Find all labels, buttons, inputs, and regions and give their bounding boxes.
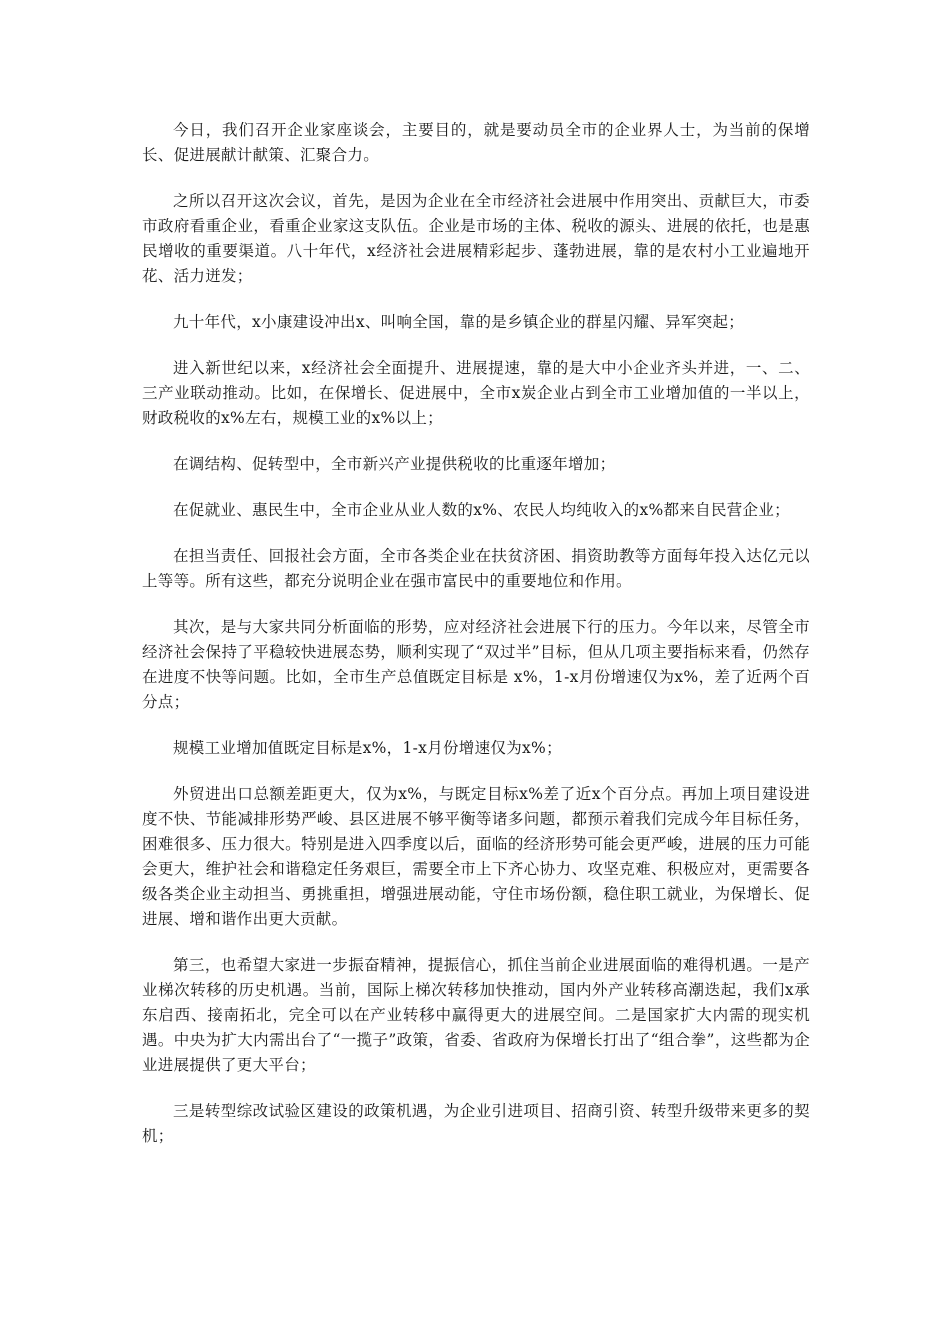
paragraph: 今日，我们召开企业家座谈会，主要目的，就是要动员全市的企业界人士，为当前的保增长、促进展献计献策、汇聚合力。 xyxy=(142,121,810,164)
paragraph: 在调结构、促转型中，全市新兴产业提供税收的比重逐年增加； xyxy=(173,455,616,473)
paragraph: 规模工业增加值既定目标是x%，1-x月份增速仅为x%； xyxy=(173,739,562,757)
paragraph: 之所以召开这次会议，首先，是因为企业在全市经济社会进展中作用突出、贡献巨大，市委市政府看重企业，看重企业家这支队伍。企业是市场的主体、税收的源头、进展的依托，也是惠民增收的重要渠道。八十年代，x经济社会进展精彩起步、蓬勃进展，靠的是农村小工业遍地开花、活力迸发； xyxy=(142,192,810,285)
paragraph: 九十年代，x小康建设冲出x、叫响全国，靠的是乡镇企业的群星闪耀、异军突起； xyxy=(173,313,745,331)
paragraph: 其次，是与大家共同分析面临的形势，应对经济社会进展下行的压力。今年以来，尽管全市经济社会保持了平稳较快进展态势，顺利实现了“双过半”目标，但从几项主要指标来看，仍然存在进度不快等问题。比如，全市生产总值既定目标是 x%，1-x月份增速仅为x%，差了近两个百分点； xyxy=(142,618,810,711)
paragraph: 第三，也希望大家进一步振奋精神，提振信心，抓住当前企业进展面临的难得机遇。一是产业梯次转移的历史机遇。当前，国际上梯次转移加快推动，国内外产业转移高潮迭起，我们x承东启西、接南拓北，完全可以在产业转移中赢得更大的进展空间。二是国家扩大内需的现实机遇。中央为扩大内需出台了“一揽子”政策，省委、省政府为保增长打出了“组合拳”，这些都为企业进展提供了更大平台； xyxy=(142,956,810,1074)
paragraph: 进入新世纪以来，x经济社会全面提升、进展提速，靠的是大中小企业齐头并进，一、二、三产业联动推动。比如，在保增长、促进展中，全市x炭企业占到全市工业增加值的一半以上，财政税收的x%左右，规模工业的x%以上； xyxy=(142,359,810,427)
paragraph: 外贸进出口总额差距更大，仅为x%，与既定目标x%差了近x个百分点。再加上项目建设进度不快、节能减排形势严峻、县区进展不够平衡等诸多问题，都预示着我们完成今年目标任务，困难很多、压力很大。特别是进入四季度以后，面临的经济形势可能会更严峻，进展的压力可能会更大，维护社会和谐稳定任务艰巨，需要全市上下齐心协力、攻坚克难、积极应对，更需要各级各类企业主动担当、勇挑重担，增强进展动能，守住市场份额，稳住职工就业，为保增长、促进展、增和谐作出更大贡献。 xyxy=(142,785,810,928)
document-body xyxy=(142,118,810,1170)
paragraph: 在担当责任、回报社会方面，全市各类企业在扶贫济困、捐资助教等方面每年投入达亿元以上等等。所有这些，都充分说明企业在强市富民中的重要地位和作用。 xyxy=(142,547,810,590)
paragraph: 三是转型综改试验区建设的政策机遇，为企业引进项目、招商引资、转型升级带来更多的契机； xyxy=(142,1102,810,1145)
paragraph: 在促就业、惠民生中，全市企业从业人数的x%、农民人均纯收入的x%都来自民营企业； xyxy=(173,501,790,519)
